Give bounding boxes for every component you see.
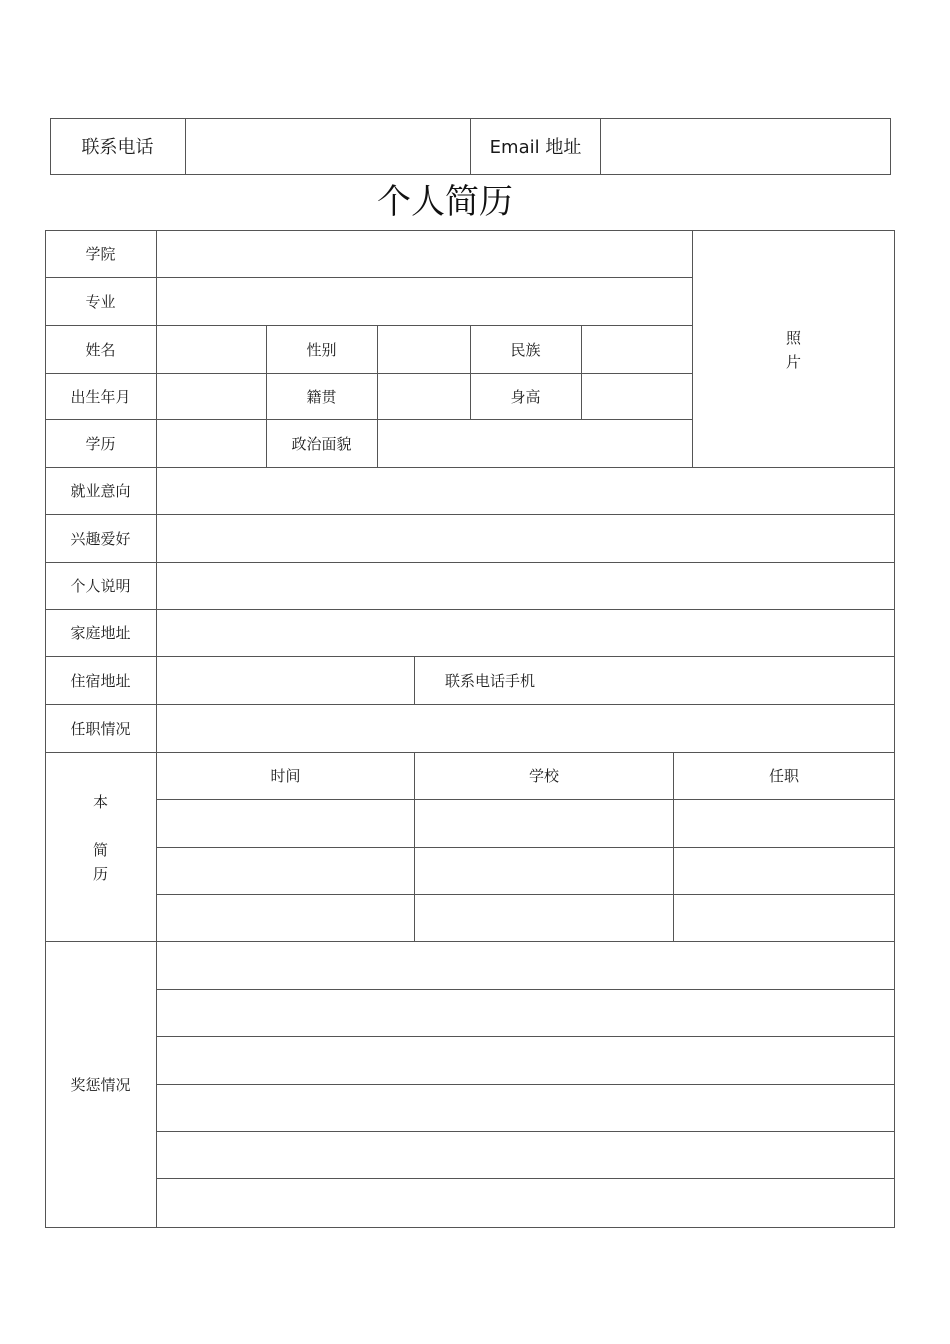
- bio-row-3-school[interactable]: [415, 895, 673, 941]
- job-intention-label: 就业意向: [70, 482, 131, 500]
- awards-row-3[interactable]: [157, 1037, 894, 1084]
- phone-field[interactable]: [186, 119, 470, 174]
- home-address-label: 家庭地址: [70, 624, 131, 642]
- bio-label: [45, 790, 156, 886]
- bio-row-2-time[interactable]: [157, 848, 414, 894]
- birth-field[interactable]: [157, 374, 266, 419]
- dorm-address-label: 住宿地址: [70, 671, 131, 690]
- positions-field[interactable]: [157, 705, 894, 752]
- ethnicity-label: 民族: [510, 340, 541, 359]
- photo-placeholder[interactable]: [693, 322, 894, 378]
- bio-col-school: 学校: [528, 767, 559, 785]
- political-status-label: 政治面貌: [291, 434, 352, 453]
- awards-row-1[interactable]: [157, 942, 894, 989]
- self-statement-label: 个人说明: [70, 577, 131, 595]
- awards-row-4[interactable]: [157, 1085, 894, 1131]
- bio-row-1-position[interactable]: [674, 800, 894, 847]
- hobbies-label: 兴趣爱好: [70, 529, 131, 548]
- education-label: 学历: [85, 434, 116, 453]
- awards-label: 奖惩情况: [70, 1075, 131, 1094]
- dorm-address-field[interactable]: [157, 657, 414, 704]
- height-label: 身高: [510, 387, 541, 406]
- bio-label-line1: 本: [92, 793, 108, 811]
- photo-label-line1: 照: [785, 329, 801, 347]
- major-label: 专业: [85, 292, 116, 311]
- awards-row-2[interactable]: [157, 990, 894, 1036]
- name-field[interactable]: [157, 326, 266, 373]
- positions-label: 任职情况: [70, 719, 131, 738]
- home-address-field[interactable]: [157, 610, 894, 656]
- gender-field[interactable]: [378, 326, 470, 373]
- bio-col-position: 任职: [768, 767, 799, 785]
- phone-label: 联系电话: [81, 137, 154, 158]
- bio-row-2-position[interactable]: [674, 848, 894, 894]
- native-place-label: 籍贯: [306, 387, 337, 406]
- page-title: 个人简历: [377, 181, 513, 222]
- hobbies-field[interactable]: [157, 515, 894, 562]
- photo-label-line2: 片: [785, 353, 801, 371]
- bio-label-line2: 简: [92, 841, 108, 859]
- bio-col-time: 时间: [270, 767, 301, 785]
- mobile-label[interactable]: 联系电话手机: [445, 672, 536, 690]
- bio-label-line3: 历: [92, 865, 108, 883]
- gender-label: 性别: [306, 340, 337, 359]
- self-statement-field[interactable]: [157, 563, 894, 609]
- height-field[interactable]: [582, 374, 692, 419]
- awards-row-5[interactable]: [157, 1132, 894, 1178]
- bio-row-3-position[interactable]: [674, 895, 894, 941]
- name-label: 姓名: [85, 340, 116, 359]
- bio-row-2-school[interactable]: [415, 848, 673, 894]
- ethnicity-field[interactable]: [582, 326, 692, 373]
- birth-label: 出生年月: [70, 387, 131, 406]
- native-place-field[interactable]: [378, 374, 470, 419]
- bio-row-3-time[interactable]: [157, 895, 414, 941]
- email-label: Email 地址: [489, 137, 582, 158]
- awards-row-6[interactable]: [157, 1179, 894, 1227]
- major-field[interactable]: [157, 278, 692, 325]
- bio-row-1-time[interactable]: [157, 800, 414, 847]
- college-field[interactable]: [157, 231, 692, 277]
- education-field[interactable]: [157, 420, 266, 467]
- college-label: 学院: [85, 245, 116, 263]
- political-status-field[interactable]: [378, 420, 692, 467]
- bio-row-1-school[interactable]: [415, 800, 673, 847]
- email-field[interactable]: [601, 119, 890, 174]
- job-intention-field[interactable]: [157, 468, 894, 514]
